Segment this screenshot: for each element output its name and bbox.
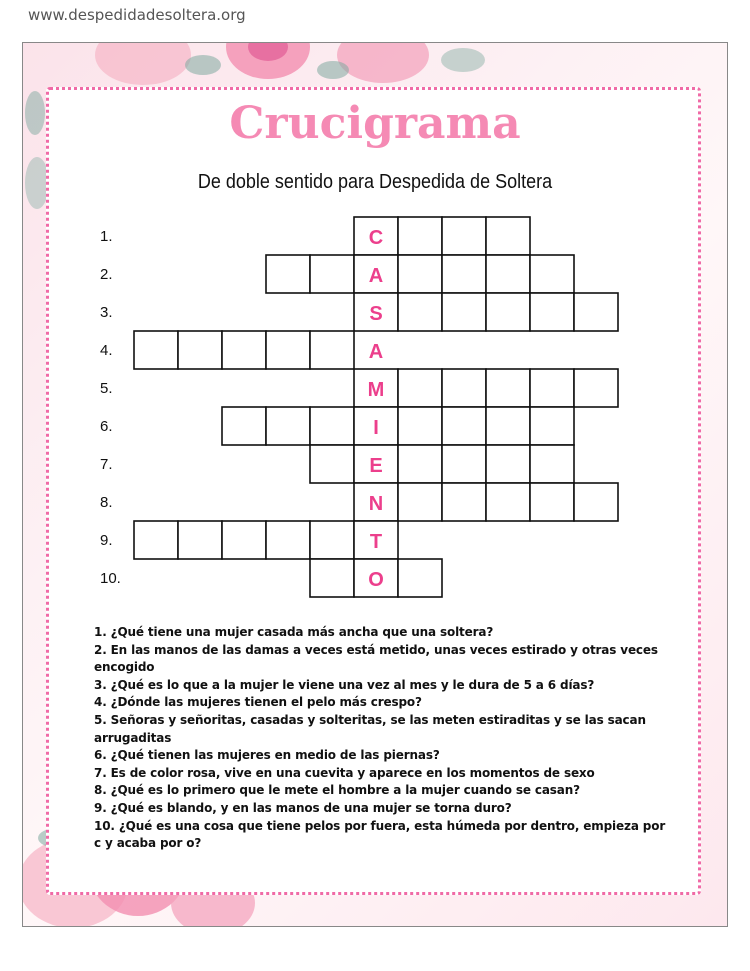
crossword-cell[interactable] bbox=[222, 407, 266, 445]
crossword-cell[interactable] bbox=[530, 255, 574, 293]
crossword-cell[interactable] bbox=[134, 521, 178, 559]
crossword-cell[interactable] bbox=[486, 483, 530, 521]
crossword-cell[interactable] bbox=[442, 445, 486, 483]
crossword-cell[interactable] bbox=[574, 483, 618, 521]
clue-item: 4. ¿Dónde las mujeres tienen el pelo más crespo? bbox=[94, 695, 422, 710]
clue-list bbox=[94, 624, 674, 853]
crossword-cell[interactable] bbox=[310, 255, 354, 293]
crossword-cell[interactable] bbox=[398, 369, 442, 407]
crossword-cell[interactable] bbox=[486, 217, 530, 255]
key-letter: A bbox=[368, 265, 384, 287]
crossword-cell[interactable] bbox=[222, 331, 266, 369]
clue-item: 1. ¿Qué tiene una mujer casada más ancha que una soltera? bbox=[94, 625, 494, 639]
crossword-cell[interactable] bbox=[530, 445, 574, 483]
row-label: 4. bbox=[100, 342, 113, 359]
crossword-cell[interactable] bbox=[310, 559, 354, 597]
crossword-cell[interactable] bbox=[266, 331, 310, 369]
crossword-cell[interactable] bbox=[310, 521, 354, 559]
crossword-cell[interactable] bbox=[442, 217, 486, 255]
crossword-cell[interactable] bbox=[398, 407, 442, 445]
clue-item: 6. ¿Qué tienen las mujeres en medio de las piernas? bbox=[94, 748, 440, 763]
crossword-cell[interactable] bbox=[486, 293, 530, 331]
crossword-cell[interactable] bbox=[486, 255, 530, 293]
row-label: 6. bbox=[100, 418, 113, 435]
crossword-cell[interactable] bbox=[266, 255, 310, 293]
row-label: 9. bbox=[100, 532, 113, 549]
site-url[interactable]: www.despedidadesoltera.org bbox=[28, 6, 246, 24]
key-letter: T bbox=[369, 531, 383, 553]
crossword-cell[interactable] bbox=[266, 521, 310, 559]
row-label: 1. bbox=[100, 228, 113, 245]
crossword-cell[interactable] bbox=[442, 369, 486, 407]
row-label: 5. bbox=[100, 380, 113, 397]
key-letter: C bbox=[368, 227, 384, 249]
crossword-cell[interactable] bbox=[442, 407, 486, 445]
crossword-cell[interactable] bbox=[530, 369, 574, 407]
page-subtitle: De doble sentido para Despedida de Soltera bbox=[197, 171, 553, 193]
crossword-cell[interactable] bbox=[442, 255, 486, 293]
crossword-cell[interactable] bbox=[442, 293, 486, 331]
clue-item: 5. Señoras y señoritas, casadas y solteritas, se las meten estiraditas y se las sacan arrugaditas bbox=[94, 712, 646, 745]
crossword-cell[interactable] bbox=[486, 369, 530, 407]
crossword-cell[interactable] bbox=[398, 445, 442, 483]
crossword-cell[interactable] bbox=[310, 331, 354, 369]
crossword-cell[interactable] bbox=[530, 293, 574, 331]
clue-item: 10. ¿Qué es una cosa que tiene pelos por fuera, esta húmeda por dentro, empieza por c y acaba por o? bbox=[94, 818, 666, 851]
crossword-cell[interactable] bbox=[398, 483, 442, 521]
row-label: 7. bbox=[100, 456, 113, 473]
key-letter: I bbox=[373, 417, 379, 439]
crossword-cell[interactable] bbox=[310, 407, 354, 445]
crossword-cell[interactable] bbox=[486, 445, 530, 483]
row-label: 2. bbox=[100, 266, 113, 283]
crossword-cell[interactable] bbox=[574, 293, 618, 331]
key-letter: O bbox=[368, 569, 384, 591]
crossword-cell[interactable] bbox=[266, 407, 310, 445]
crossword-cell[interactable] bbox=[398, 293, 442, 331]
row-label: 3. bbox=[100, 304, 113, 321]
crossword-cell[interactable] bbox=[486, 407, 530, 445]
crossword-cell[interactable] bbox=[222, 521, 266, 559]
key-letter: M bbox=[367, 379, 385, 401]
crossword-cell[interactable] bbox=[530, 483, 574, 521]
key-letter: A bbox=[368, 341, 384, 363]
crossword-cell[interactable] bbox=[134, 331, 178, 369]
crossword-cell[interactable] bbox=[310, 445, 354, 483]
crossword-cell[interactable] bbox=[442, 483, 486, 521]
key-letter: E bbox=[369, 455, 383, 477]
key-letter: N bbox=[368, 493, 384, 515]
clue-item: 2. En las manos de las damas a veces está metido, unas veces estirado y otras veces encogido bbox=[94, 642, 658, 675]
clue-item: 8. ¿Qué es lo primero que le mete el hombre a la mujer cuando se casan? bbox=[94, 783, 580, 798]
crossword-cell[interactable] bbox=[178, 331, 222, 369]
crossword-cell[interactable] bbox=[178, 521, 222, 559]
clue-item: 9. ¿Qué es blando, y en las manos de una mujer se torna duro? bbox=[94, 800, 512, 815]
clue-item: 3. ¿Qué es lo que a la mujer le viene una vez al mes y le dura de 5 a 6 días? bbox=[94, 677, 595, 692]
row-label: 8. bbox=[100, 494, 113, 511]
crossword-cell[interactable] bbox=[530, 407, 574, 445]
crossword-cell[interactable] bbox=[398, 217, 442, 255]
key-letter: S bbox=[369, 303, 383, 325]
crossword-cell[interactable] bbox=[398, 559, 442, 597]
clue-item: 7. Es de color rosa, vive en una cuevita y aparece en los momentos de sexo bbox=[94, 765, 595, 780]
crossword-cell[interactable] bbox=[398, 255, 442, 293]
row-label: 10. bbox=[100, 570, 121, 587]
crossword-cell[interactable] bbox=[574, 369, 618, 407]
page-title: Crucigrama bbox=[229, 98, 521, 149]
